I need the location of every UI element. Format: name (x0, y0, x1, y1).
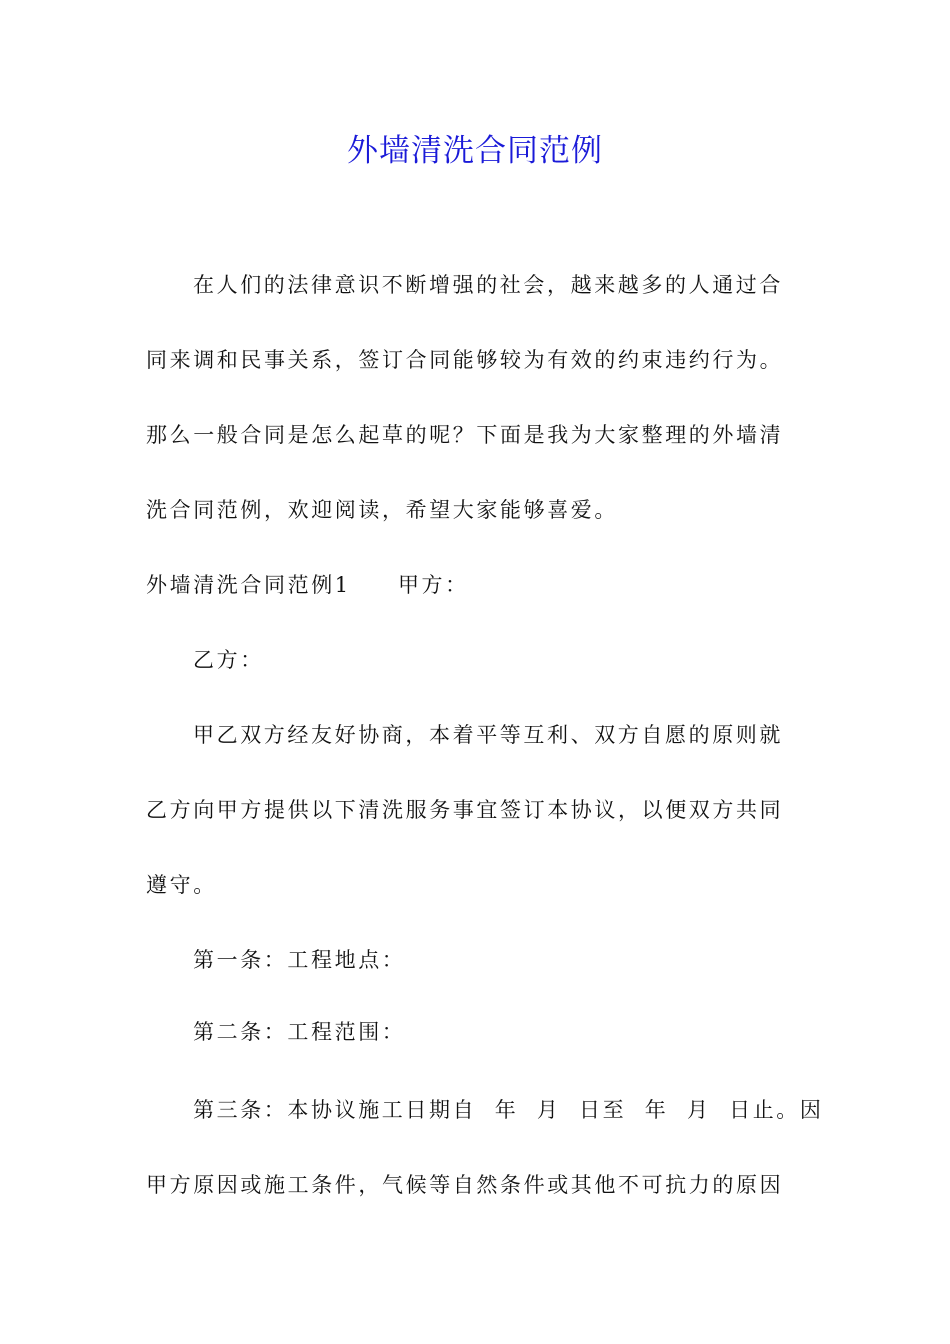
intro-line-3: 那么一般合同是怎么起草的呢？下面是我为大家整理的外墙清 (146, 423, 784, 447)
article-1-line: 第一条：工程地点： (193, 948, 406, 972)
contract-heading-line: 外墙清洗合同范例1 甲方： (146, 573, 469, 597)
article-3-line-2: 甲方原因或施工条件，气候等自然条件或其他不可抗力的原因 (146, 1173, 784, 1197)
document-title: 外墙清洗合同范例 (347, 133, 603, 169)
preamble-line-1: 甲乙双方经友好协商，本着平等互利、双方自愿的原则就 (193, 723, 783, 747)
preamble-line-3: 遵守。 (146, 873, 217, 897)
article-3-line-1: 第三条：本协议施工日期自 年 月 日至 年 月 日止。因 (193, 1098, 824, 1122)
intro-line-4: 洗合同范例，欢迎阅读，希望大家能够喜爱。 (146, 498, 618, 522)
article-2-line: 第二条：工程范围： (193, 1020, 406, 1044)
party-b-line: 乙方： (193, 648, 264, 672)
intro-line-1: 在人们的法律意识不断增强的社会，越来越多的人通过合 (193, 273, 783, 297)
preamble-line-2: 乙方向甲方提供以下清洗服务事宜签订本协议，以便双方共同 (146, 798, 784, 822)
intro-line-2: 同来调和民事关系，签订合同能够较为有效的约束违约行为。 (146, 348, 784, 372)
